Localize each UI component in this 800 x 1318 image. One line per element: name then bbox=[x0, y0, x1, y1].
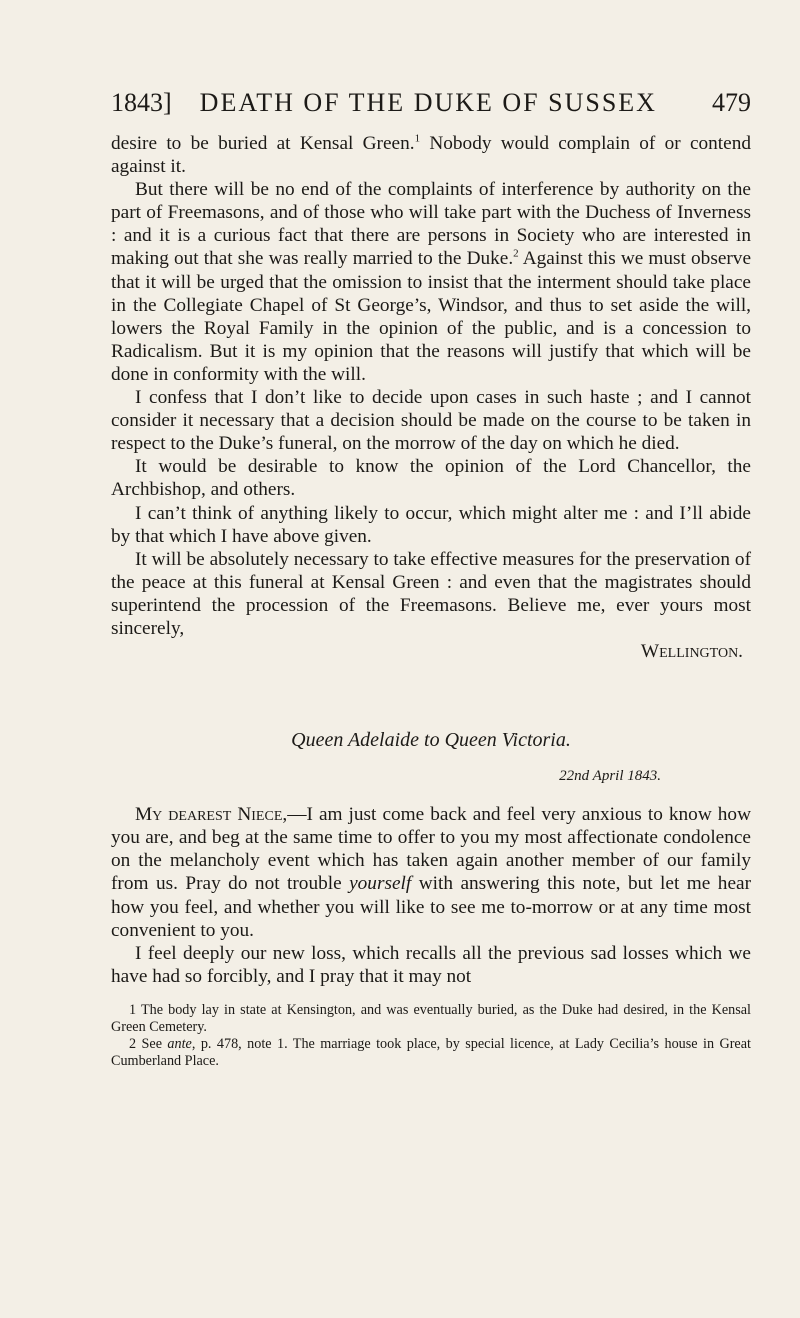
paragraph: My dearest Niece,—I am just come back and feel very anxious to know how you are, and beg at the same time to offer to you my most affectionate condolence on the melancholy event which has taken again another member of our family from us. Pray do not trouble yourself with answering this note, but let me hear how you feel, and whether you will like to see me to-morrow or at any time most convenient to you. bbox=[111, 804, 751, 941]
letter-heading: Queen Adelaide to Queen Victoria. bbox=[291, 729, 571, 752]
paragraph: I feel deeply our new loss, which recalls all the previous sad losses which we have had so forcibly, and I pray that it may not bbox=[111, 942, 751, 987]
paragraph: But there will be no end of the complaints of interference by authority on the part of Freemasons, and of those who will take part with the Duchess of Inverness : and it is a curious fact that there are persons in Society who are interested in making out that she was really married to the Duke.$^2$ Against this we must observe that it will be urged that the omission to insist that the interment should take place in the Collegiate Chapel of St George’s, Windsor, and thus to set aside the will, lowers the Royal Family in the opinion of the public, and is a concession to Radicalism. But it is my opinion that the reasons will justify that which will be done in conformity with the will. bbox=[111, 179, 752, 385]
footnotes bbox=[111, 1002, 751, 1070]
signature: Wellington. bbox=[640, 641, 743, 663]
paragraph: I can’t think of anything likely to occur, which might alter me : and I’ll abide by that which I have above given. bbox=[111, 502, 751, 547]
paragraph: It will be absolutely necessary to take effective measures for the preservation of the peace at this funeral at Kensal Green : and even that the magistrates should superintend the procession of the Freemasons. Believe me, ever yours most sincerely, bbox=[111, 548, 751, 639]
paragraph: desire to be buried at Kensal Green.$^1$ Nobody would complain of or contend against it. bbox=[111, 132, 751, 178]
running-head bbox=[111, 88, 751, 118]
letter-date: 22nd April 1843. bbox=[559, 768, 661, 785]
book-page bbox=[111, 88, 751, 1070]
letter-adelaide bbox=[111, 803, 751, 988]
page-number: 479 bbox=[712, 88, 751, 117]
footnote-1: 1 The body lay in state at Kensington, and was eventually buried, as the Duke had desired, in the Kensal Green Cemetery. bbox=[111, 1001, 751, 1035]
footnote-ref-2: 2 bbox=[513, 248, 519, 261]
salutation: My dearest Niece, bbox=[135, 804, 288, 826]
paragraph: It would be desirable to know the opinion of the Lord Chancellor, the Archbishop, and others. bbox=[111, 456, 751, 501]
letter-wellington bbox=[111, 132, 751, 663]
footnote-ref-1: 1 bbox=[414, 132, 421, 145]
paragraph: I confess that I don’t like to decide upon cases in such haste ; and I cannot consider it necessary that a decision should be made on the course to be taken in respect to the Duke’s funeral, on the morrow of the day on which he died. bbox=[111, 387, 751, 455]
running-head-year: 1843] bbox=[111, 88, 172, 117]
footnote-2: 2 See ante, p. 478, note 1. The marriage took place, by special licence, at Lady Cecilia’s house in Great Cumberland Place. bbox=[111, 1035, 751, 1069]
running-head-title: DEATH OF THE DUKE OF SUSSEX bbox=[199, 88, 657, 117]
